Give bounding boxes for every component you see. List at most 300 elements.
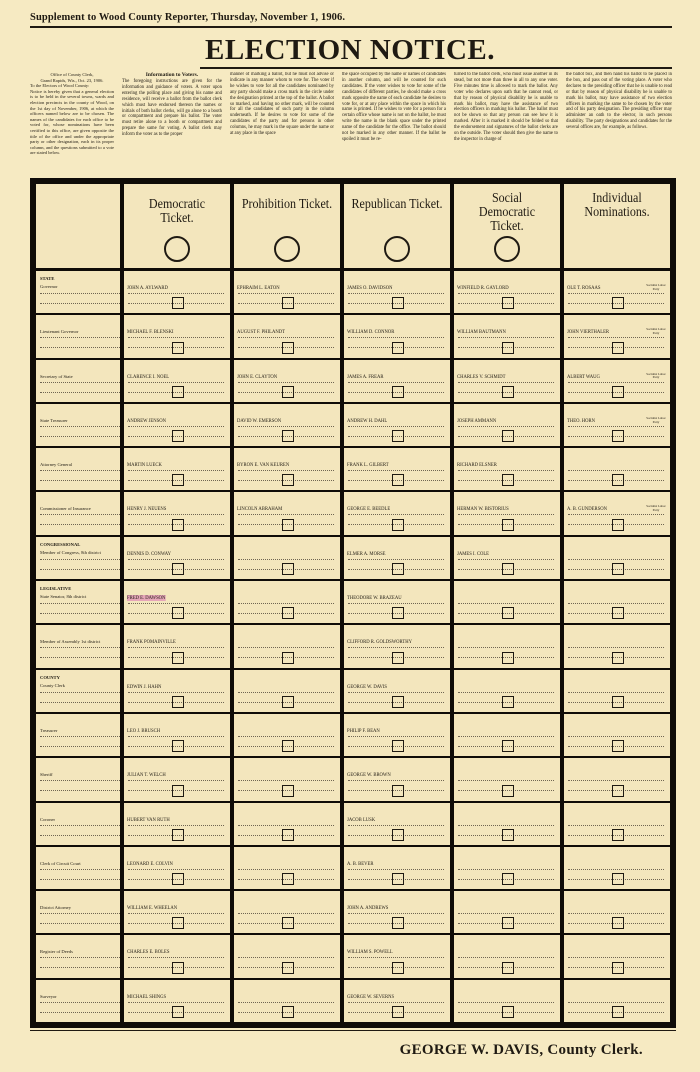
dotted-line bbox=[128, 957, 224, 958]
dotted-line bbox=[348, 957, 444, 958]
dotted-line bbox=[40, 470, 120, 471]
dotted-line bbox=[238, 825, 334, 826]
vote-checkbox[interactable] bbox=[392, 873, 404, 885]
candidate-name: MICHAEL F. BLENSKI bbox=[127, 329, 174, 336]
dotted-line bbox=[568, 382, 664, 383]
vote-checkbox[interactable] bbox=[392, 342, 404, 354]
dotted-line bbox=[458, 382, 554, 383]
vote-checkbox[interactable] bbox=[172, 342, 184, 354]
candidate-name: ALBERT WAUG bbox=[567, 373, 600, 380]
office-label-cell bbox=[36, 404, 120, 446]
candidate-cell bbox=[454, 935, 560, 977]
dotted-line bbox=[348, 337, 444, 338]
info-paragraph-2: manner of marking a ballot, but he must not advise or indicate in any manner whom to vote for. The voter if he wishes to vote for all the candidates nominated by any party should make a cross mark in the circle under the designation printed at the top of the ballot. A ballot so marked, and having no other mark, will be counted for all the candidates of such party in the column underneath. If he desires to vote for some of the candidates of the party and for persons in other columns, he may mark in the square under the name or at any place in the space bbox=[230, 72, 334, 137]
dotted-line bbox=[40, 569, 120, 570]
candidate-name: WILLIAM BAUTMANN bbox=[457, 329, 506, 336]
candidate-name: THEO. HORN bbox=[567, 417, 596, 424]
vote-checkbox[interactable] bbox=[172, 652, 184, 664]
dotted-line bbox=[568, 825, 664, 826]
dotted-line bbox=[348, 426, 444, 427]
candidate-name: HENRY J. NEUENS bbox=[127, 506, 167, 513]
candidate-cell bbox=[344, 625, 450, 667]
footer-rule bbox=[30, 1030, 676, 1031]
candidate-name: CLIFFORD R. GOLDSWORTHY bbox=[347, 639, 412, 646]
candidate-cell bbox=[564, 581, 670, 623]
info-paragraph-3: the space occupied by the name or names of candidates in another column, and will be counted for such candidates. If the voter wishes to vote for some of the candidates of different parties, he should make a cross mark opposite the name of each candidate he desires to vote for, or at any place within the space in which his name is printed. If he wishes to vote for a person for a certain office whose name is not on the ballot, he must write the name in the blank space under the printed name of the candidate for the office. The ballot should not be marked in any other manner. If the ballot be spoiled it must be re- bbox=[342, 72, 446, 142]
candidate-cell bbox=[344, 670, 450, 712]
dotted-line bbox=[40, 957, 120, 958]
vote-checkbox[interactable] bbox=[502, 829, 514, 841]
vote-checkbox[interactable] bbox=[282, 386, 294, 398]
party-column-header bbox=[564, 184, 670, 268]
vote-checkbox[interactable] bbox=[282, 696, 294, 708]
party-column-header bbox=[454, 184, 560, 268]
dotted-line bbox=[128, 337, 224, 338]
vote-checkbox[interactable] bbox=[612, 785, 624, 797]
vote-checkbox[interactable] bbox=[172, 386, 184, 398]
candidate-name: WILLIAM S. POWELL bbox=[347, 949, 393, 956]
vote-checkbox[interactable] bbox=[172, 430, 184, 442]
party-name: Democratic Ticket. bbox=[148, 197, 206, 226]
office-label-cell bbox=[36, 758, 120, 800]
candidate-cell bbox=[454, 315, 560, 357]
candidate-name: JULIAN T. WELCH bbox=[127, 772, 166, 779]
office-label-cell bbox=[36, 360, 120, 402]
candidate-cell bbox=[454, 404, 560, 446]
vote-checkbox[interactable] bbox=[172, 607, 184, 619]
dotted-line bbox=[128, 603, 224, 604]
vote-checkbox[interactable] bbox=[172, 474, 184, 486]
dotted-line bbox=[40, 337, 120, 338]
title-rule bbox=[200, 67, 672, 69]
office-title: Member of Assembly 1st district bbox=[40, 639, 101, 645]
office-title: Member of Congress, 8th district bbox=[40, 549, 101, 555]
dotted-line bbox=[568, 603, 664, 604]
office-label-cell bbox=[36, 492, 120, 534]
vote-checkbox[interactable] bbox=[502, 1006, 514, 1018]
dotted-line bbox=[40, 790, 120, 791]
intro-column-info-3 bbox=[342, 72, 446, 172]
vote-checkbox[interactable] bbox=[502, 386, 514, 398]
vote-checkbox[interactable] bbox=[392, 785, 404, 797]
dotted-line bbox=[238, 780, 334, 781]
vote-checkbox[interactable] bbox=[392, 1006, 404, 1018]
candidate-name: JOHN VIERTHALER bbox=[567, 329, 610, 336]
dotted-line bbox=[238, 382, 334, 383]
dotted-line bbox=[568, 426, 664, 427]
vote-checkbox[interactable] bbox=[612, 917, 624, 929]
office-title: Treasurer bbox=[40, 727, 58, 733]
office-label-cell bbox=[36, 714, 120, 756]
candidate-name: THEODORE W. BRAZEAU bbox=[347, 595, 402, 602]
office-title: Clerk of Circuit Court bbox=[40, 860, 81, 866]
vote-checkbox[interactable] bbox=[612, 563, 624, 575]
vote-checkbox[interactable] bbox=[502, 917, 514, 929]
intro-column-info-5 bbox=[566, 72, 672, 172]
candidate-cell bbox=[124, 714, 230, 756]
vote-checkbox[interactable] bbox=[392, 696, 404, 708]
vote-checkbox[interactable] bbox=[612, 342, 624, 354]
candidate-cell bbox=[234, 404, 340, 446]
dotted-line bbox=[40, 913, 120, 914]
vote-checkbox[interactable] bbox=[612, 297, 624, 309]
candidate-name: WILLIAM E. WHEELAN bbox=[127, 905, 178, 912]
vote-checkbox[interactable] bbox=[612, 652, 624, 664]
candidate-name: OLE T. ROSAAS bbox=[567, 285, 601, 291]
vote-checkbox[interactable] bbox=[282, 917, 294, 929]
candidate-name: JAMES O. DAVIDSON bbox=[347, 285, 393, 291]
candidate-name: JAMES A. FREAR bbox=[347, 373, 384, 380]
candidate-cell bbox=[344, 360, 450, 402]
vote-checkbox[interactable] bbox=[282, 607, 294, 619]
candidate-cell bbox=[344, 758, 450, 800]
dotted-line bbox=[238, 913, 334, 914]
dotted-line bbox=[458, 1002, 554, 1003]
party-column-header bbox=[344, 184, 450, 268]
ballot-header-corner bbox=[36, 184, 120, 268]
dotted-line bbox=[348, 825, 444, 826]
candidate-cell bbox=[344, 847, 450, 889]
candidate-name: HERMAN W. BISTORIUS bbox=[457, 506, 509, 513]
candidate-cell bbox=[124, 758, 230, 800]
vote-checkbox[interactable] bbox=[612, 386, 624, 398]
dotted-line bbox=[40, 967, 120, 968]
candidate-cell bbox=[234, 847, 340, 889]
candidate-name: EPHRAIM L. EATON bbox=[237, 285, 280, 291]
candidate-name: A. B. BEVER bbox=[347, 860, 374, 867]
candidate-cell bbox=[564, 670, 670, 712]
dotted-line bbox=[40, 692, 120, 693]
dotted-line bbox=[568, 337, 664, 338]
candidate-cell bbox=[344, 492, 450, 534]
vote-checkbox[interactable] bbox=[282, 740, 294, 752]
vote-checkbox[interactable] bbox=[392, 297, 404, 309]
candidate-cell bbox=[454, 271, 560, 313]
dotted-line bbox=[40, 1002, 120, 1003]
candidate-name: DENNIS D. CONWAY bbox=[127, 550, 172, 557]
candidate-cell bbox=[564, 891, 670, 933]
candidate-cell bbox=[454, 714, 560, 756]
dotted-line bbox=[568, 957, 664, 958]
dotted-line bbox=[458, 603, 554, 604]
party-vote-circle[interactable] bbox=[164, 236, 190, 262]
party-designation: Socialist Labor Party bbox=[646, 415, 666, 424]
vote-checkbox[interactable] bbox=[612, 607, 624, 619]
candidate-name: ANDREW JENSON bbox=[127, 417, 166, 424]
candidate-cell bbox=[234, 492, 340, 534]
vote-checkbox[interactable] bbox=[502, 652, 514, 664]
candidate-cell bbox=[234, 581, 340, 623]
candidate-cell bbox=[234, 315, 340, 357]
dotted-line bbox=[128, 736, 224, 737]
candidate-name: FRED E. DAWSON bbox=[127, 595, 166, 602]
dotted-line bbox=[568, 514, 664, 515]
candidate-cell bbox=[564, 980, 670, 1022]
office-label-cell bbox=[36, 891, 120, 933]
dotted-line bbox=[458, 692, 554, 693]
candidate-cell bbox=[344, 448, 450, 490]
dotted-line bbox=[40, 923, 120, 924]
vote-checkbox[interactable] bbox=[282, 785, 294, 797]
vote-checkbox[interactable] bbox=[612, 740, 624, 752]
vote-checkbox[interactable] bbox=[502, 785, 514, 797]
dotted-line bbox=[458, 736, 554, 737]
office-label-cell bbox=[36, 581, 120, 623]
candidate-cell bbox=[564, 625, 670, 667]
vote-checkbox[interactable] bbox=[172, 740, 184, 752]
dotted-line bbox=[40, 746, 120, 747]
dotted-line bbox=[128, 647, 224, 648]
party-name: Individual Nominations. bbox=[584, 191, 650, 220]
header-rule bbox=[30, 26, 672, 28]
candidate-cell bbox=[454, 758, 560, 800]
candidate-cell bbox=[124, 803, 230, 845]
candidate-cell bbox=[124, 847, 230, 889]
candidate-cell bbox=[124, 935, 230, 977]
vote-checkbox[interactable] bbox=[172, 962, 184, 974]
dotted-line bbox=[40, 869, 120, 870]
vote-checkbox[interactable] bbox=[392, 386, 404, 398]
dotted-line bbox=[238, 514, 334, 515]
vote-checkbox[interactable] bbox=[502, 342, 514, 354]
vote-checkbox[interactable] bbox=[392, 829, 404, 841]
vote-checkbox[interactable] bbox=[282, 563, 294, 575]
dotted-line bbox=[40, 736, 120, 737]
dotted-line bbox=[40, 613, 120, 614]
candidate-cell bbox=[124, 271, 230, 313]
candidate-name: WILLIAM D. CONNOR bbox=[347, 329, 395, 336]
candidate-cell bbox=[124, 492, 230, 534]
vote-checkbox[interactable] bbox=[502, 519, 514, 531]
dotted-line bbox=[40, 603, 120, 604]
candidate-cell bbox=[234, 935, 340, 977]
dotted-line bbox=[128, 1002, 224, 1003]
dotted-line bbox=[348, 869, 444, 870]
dotted-line bbox=[568, 692, 664, 693]
office-title: Commissioner of Insurance bbox=[40, 506, 91, 512]
vote-checkbox[interactable] bbox=[172, 563, 184, 575]
notice-paragraph: Notice is hereby given that a general election is to be held in the several towns, wards and election precincts in the county of Wood, on the 1st day of November, 1906, at which the officers named below are to be chosen. The names of the candidates for each office to be voted for, whose nominations have been certified to this office, are given opposite the title of the office and under the appropriate party or other designation, each in its proper column, and the questions submitted to a vote are stated below. bbox=[30, 88, 114, 156]
dotted-line bbox=[568, 913, 664, 914]
party-name: Prohibition Ticket. bbox=[241, 197, 333, 212]
candidate-name: CHARLES V. SCHMIDT bbox=[457, 373, 506, 380]
vote-checkbox[interactable] bbox=[392, 474, 404, 486]
vote-checkbox[interactable] bbox=[502, 563, 514, 575]
vote-checkbox[interactable] bbox=[392, 652, 404, 664]
candidate-cell bbox=[454, 891, 560, 933]
vote-checkbox[interactable] bbox=[612, 1006, 624, 1018]
dotted-line bbox=[128, 293, 224, 294]
dotted-line bbox=[458, 825, 554, 826]
vote-checkbox[interactable] bbox=[502, 962, 514, 974]
dotted-line bbox=[40, 514, 120, 515]
candidate-name: GEORGE W. DAVIS bbox=[347, 683, 387, 690]
office-label-cell bbox=[36, 670, 120, 712]
dotted-line bbox=[40, 303, 120, 304]
dotted-line bbox=[128, 825, 224, 826]
vote-checkbox[interactable] bbox=[282, 474, 294, 486]
candidate-cell bbox=[564, 315, 670, 357]
vote-checkbox[interactable] bbox=[282, 1006, 294, 1018]
addressee: To the Electors of Wood County: bbox=[30, 83, 90, 89]
candidate-cell bbox=[344, 581, 450, 623]
dotted-line bbox=[458, 426, 554, 427]
office-label-cell bbox=[36, 315, 120, 357]
dotted-line bbox=[40, 559, 120, 560]
candidate-cell bbox=[564, 360, 670, 402]
candidate-cell bbox=[564, 803, 670, 845]
vote-checkbox[interactable] bbox=[612, 519, 624, 531]
vote-checkbox[interactable] bbox=[392, 519, 404, 531]
vote-checkbox[interactable] bbox=[612, 962, 624, 974]
candidate-cell bbox=[124, 670, 230, 712]
office-title: County Clerk bbox=[40, 682, 65, 688]
intro-column-info-1 bbox=[122, 72, 222, 172]
dotted-line bbox=[40, 436, 120, 437]
vote-checkbox[interactable] bbox=[612, 696, 624, 708]
vote-checkbox[interactable] bbox=[502, 607, 514, 619]
candidate-cell bbox=[344, 714, 450, 756]
candidate-cell bbox=[234, 803, 340, 845]
vote-checkbox[interactable] bbox=[502, 430, 514, 442]
dotted-line bbox=[348, 647, 444, 648]
dotted-line bbox=[238, 647, 334, 648]
dotted-line bbox=[348, 603, 444, 604]
dotted-line bbox=[128, 869, 224, 870]
candidate-cell bbox=[234, 448, 340, 490]
vote-checkbox[interactable] bbox=[612, 430, 624, 442]
candidate-cell bbox=[564, 492, 670, 534]
candidate-cell bbox=[454, 492, 560, 534]
section-label: CONGRESSIONAL bbox=[40, 541, 81, 547]
vote-checkbox[interactable] bbox=[172, 829, 184, 841]
candidate-cell bbox=[454, 847, 560, 889]
party-vote-circle[interactable] bbox=[384, 236, 410, 262]
office-heading: Office of County Clerk, bbox=[50, 72, 94, 77]
dotted-line bbox=[348, 382, 444, 383]
dotted-line bbox=[128, 382, 224, 383]
county-clerk-signature: GEORGE W. DAVIS, County Clerk. bbox=[399, 1042, 643, 1058]
candidate-name: PHILIP F. BEAN bbox=[347, 727, 380, 734]
dotted-line bbox=[40, 524, 120, 525]
vote-checkbox[interactable] bbox=[502, 740, 514, 752]
vote-checkbox[interactable] bbox=[392, 962, 404, 974]
vote-checkbox[interactable] bbox=[172, 519, 184, 531]
candidate-name: EDWIN J. HAHN bbox=[127, 683, 162, 690]
candidate-cell bbox=[564, 935, 670, 977]
party-vote-circle[interactable] bbox=[274, 236, 300, 262]
office-title: Attorney General bbox=[40, 462, 73, 468]
vote-checkbox[interactable] bbox=[172, 696, 184, 708]
section-label: LEGISLATIVE bbox=[40, 586, 72, 592]
dotted-line bbox=[568, 780, 664, 781]
vote-checkbox[interactable] bbox=[282, 652, 294, 664]
dotted-line bbox=[40, 835, 120, 836]
dotted-line bbox=[40, 426, 120, 427]
vote-checkbox[interactable] bbox=[172, 873, 184, 885]
candidate-name: RICHARD ELSNER bbox=[457, 462, 497, 469]
candidate-cell bbox=[234, 980, 340, 1022]
candidate-name: ANDREW H. DAHL bbox=[347, 417, 388, 424]
candidate-name: FRANK L. GILBERT bbox=[347, 462, 389, 469]
candidate-name: MICHAEL SHINGS bbox=[127, 993, 167, 1000]
dotted-line bbox=[348, 559, 444, 560]
candidate-cell bbox=[454, 670, 560, 712]
dotted-line bbox=[348, 736, 444, 737]
vote-checkbox[interactable] bbox=[392, 917, 404, 929]
vote-checkbox[interactable] bbox=[172, 917, 184, 929]
candidate-cell bbox=[564, 448, 670, 490]
vote-checkbox[interactable] bbox=[392, 607, 404, 619]
dotted-line bbox=[40, 293, 120, 294]
vote-checkbox[interactable] bbox=[612, 474, 624, 486]
vote-checkbox[interactable] bbox=[172, 297, 184, 309]
candidate-cell bbox=[124, 980, 230, 1022]
candidate-cell bbox=[564, 404, 670, 446]
vote-checkbox[interactable] bbox=[502, 297, 514, 309]
vote-checkbox[interactable] bbox=[612, 873, 624, 885]
vote-checkbox[interactable] bbox=[282, 873, 294, 885]
vote-checkbox[interactable] bbox=[282, 519, 294, 531]
vote-checkbox[interactable] bbox=[282, 962, 294, 974]
office-title: Secretary of State bbox=[40, 373, 73, 379]
vote-checkbox[interactable] bbox=[502, 873, 514, 885]
party-column-header bbox=[234, 184, 340, 268]
vote-checkbox[interactable] bbox=[282, 829, 294, 841]
dotted-line bbox=[128, 470, 224, 471]
vote-checkbox[interactable] bbox=[392, 563, 404, 575]
candidate-cell bbox=[454, 360, 560, 402]
candidate-cell bbox=[124, 315, 230, 357]
vote-checkbox[interactable] bbox=[172, 785, 184, 797]
vote-checkbox[interactable] bbox=[392, 740, 404, 752]
party-vote-circle[interactable] bbox=[494, 236, 520, 262]
candidate-name: DAVID W. EMERSON bbox=[237, 417, 282, 424]
dotted-line bbox=[40, 657, 120, 658]
candidate-cell bbox=[344, 315, 450, 357]
dotted-line bbox=[238, 603, 334, 604]
candidate-cell bbox=[344, 980, 450, 1022]
candidate-cell bbox=[234, 625, 340, 667]
vote-checkbox[interactable] bbox=[282, 342, 294, 354]
vote-checkbox[interactable] bbox=[172, 1006, 184, 1018]
vote-checkbox[interactable] bbox=[392, 430, 404, 442]
vote-checkbox[interactable] bbox=[282, 297, 294, 309]
page-title: ELECTION NOTICE. bbox=[204, 34, 495, 66]
dotted-line bbox=[238, 736, 334, 737]
vote-checkbox[interactable] bbox=[502, 474, 514, 486]
office-label-cell bbox=[36, 980, 120, 1022]
dotted-line bbox=[40, 392, 120, 393]
party-name: Social Democratic Ticket. bbox=[478, 191, 536, 234]
vote-checkbox[interactable] bbox=[282, 430, 294, 442]
vote-checkbox[interactable] bbox=[612, 829, 624, 841]
info-paragraph-5: the ballot box, and then hand his ballot to be placed in the box, and pass out of the voting place. A voter who declares to the presiding officer that he is unable to read or that by reason of physical disability he is unable to mark his ballot, may have assistance of two election officers in marking the same to be chosen by the voter and of his party designation. The presiding officer may administer an oath to the elector, in such persons disability. The party designations and candidates for the several offices are, for example, as follows. bbox=[566, 72, 672, 131]
candidate-name: MARTIN LUECK bbox=[127, 462, 162, 469]
candidate-name: JAMES I. COLE bbox=[457, 550, 490, 557]
dotted-line bbox=[128, 426, 224, 427]
office-label-cell bbox=[36, 803, 120, 845]
vote-checkbox[interactable] bbox=[502, 696, 514, 708]
dotted-line bbox=[40, 780, 120, 781]
candidate-name: ELMER A. MORSE bbox=[347, 550, 386, 557]
office-title: Register of Deeds bbox=[40, 949, 73, 955]
dotted-line bbox=[128, 514, 224, 515]
dotted-line bbox=[458, 869, 554, 870]
dotted-line bbox=[568, 869, 664, 870]
party-designation: Socialist Labor Party bbox=[646, 504, 666, 513]
candidate-cell bbox=[124, 448, 230, 490]
